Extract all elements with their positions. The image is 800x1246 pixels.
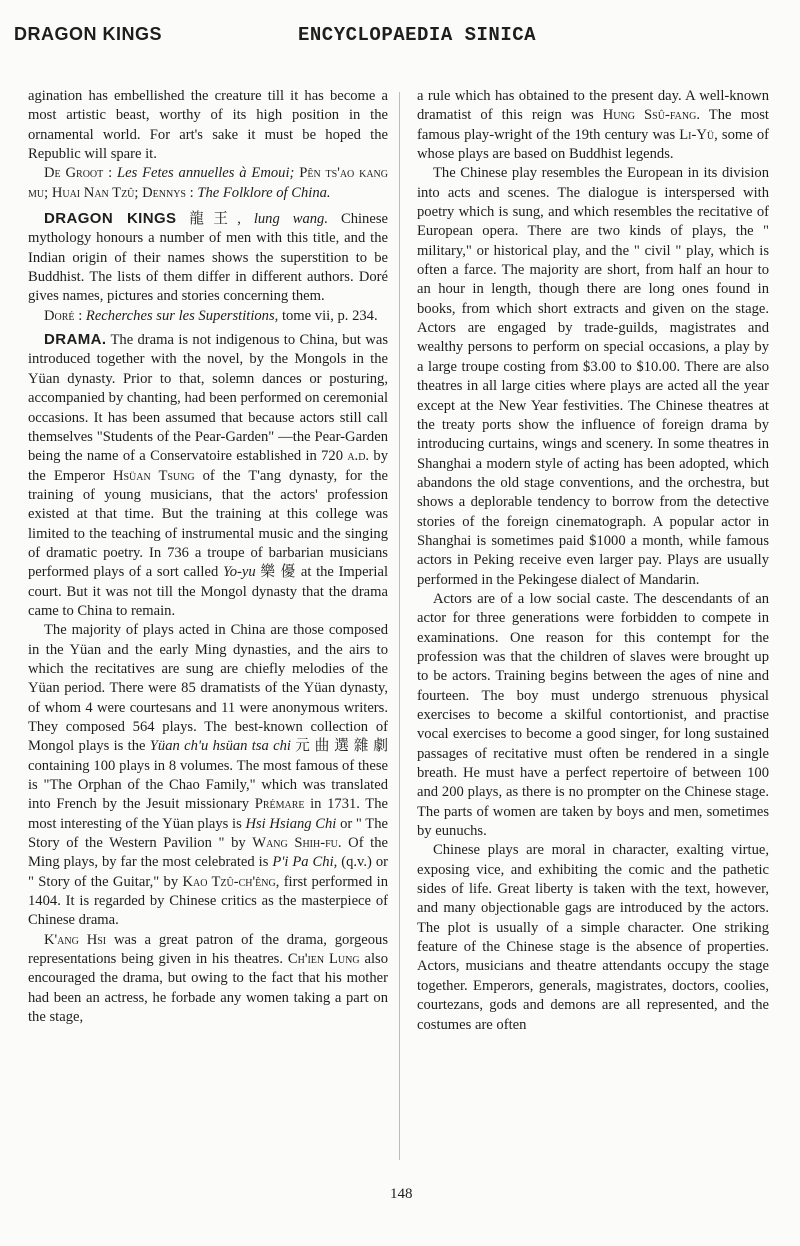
- ref-sep: :: [103, 165, 117, 182]
- drama-p2e: . Of the Ming plays, by far the most celebrated is: [28, 835, 388, 871]
- ref-work-3: Huai Nan Tzû: [51, 184, 135, 201]
- drama-pipa: P'i Pa Chi,: [272, 854, 338, 871]
- drama-p1b: by the Emperor: [28, 448, 388, 484]
- ref-author: De Groot: [44, 165, 104, 182]
- drama-p1c: of the T'ang dynasty, for the training of young musicians, that the actors' profession existed at that time. But the training at this college was limited to the teaching of instrumental music and the singing of dramatic poetry. In 736 a troupe of barbarian musicians performed plays of a sort called: [28, 467, 389, 581]
- r-p1a: a rule which has obtained to the present day. A well-known dramatist of this reign was: [417, 88, 769, 124]
- dk-ref-author: Doré: [44, 307, 75, 324]
- r-p1b: . The most famous play-wright of the 19th century was: [417, 107, 769, 143]
- right-paragraph-3: Actors are of a low social caste. The descendants of an actor for three generations were forbidden to compete in examinations. One reason for this contempt for the profession was that the children of slaves were brought up to be actors. Training begins between the ages of nine and fourteen. The boy must undergo strenuous physical exercises to become a skilful contortionist, and practise vocal exercises to become a good singer, for long sustained passages of recitative must often be rendered in a single breath. He must have a perfect repertoire of between 100 and 200 plays, as there is no prompter on the Chinese stage. The parts of women are taken by boys and men, sometimes by eunuchs.: [417, 590, 769, 840]
- running-header: [14, 14, 774, 48]
- drama-yuanchu: Yüan ch'u hsüan tsa chi: [149, 738, 291, 755]
- drama-yoyu-chars: 樂 優: [255, 564, 301, 581]
- dk-romanization: lung wang.: [253, 211, 329, 228]
- drama-p2a: The majority of plays acted in China are those composed in the Yüan and the early Ming dynasties, and the airs to which the recitatives are sung are chiefly melodies of the Yüan period. There were 85 dramatists of the Yüan dynasty, of whom 4 were courtesans and 11 were anonymous writers. They composed 564 plays. The best-known collection of Mongol plays is the: [28, 622, 388, 755]
- drama-p2f: (q.v.) or " Story of the Guitar," by: [28, 854, 388, 890]
- ref-sep-2: ;: [44, 184, 52, 201]
- page-number: 148: [390, 1186, 413, 1202]
- dk-text: Chinese mythology honours a number of men with this title, and the Indian origin of their names shows the superstition to be Buddhist. The lists of them differ in different authors. Doré gives names, pictures and stories concerning them.: [28, 211, 388, 305]
- right-paragraph-2: The Chinese play resembles the European in its division into acts and scenes. The dialogue is interspersed with poetry which is sung, and which resembles the recitative of European opera. There are two kinds of plays, the " military," or historical play, and the " civil " play, which is often a farce. The majority are short, from half an hour to an hour in length, though there are long ones found in books, from which short extracts and given on the stage. Actors are engaged by trade-guilds, magistrates and wealthy persons to perform on special occasions, a play by a large troupe costing from $3.00 to $10.00. There are also theatres in all large cities where plays are acted all the year except at the New Year festivities. The Chinese theatres at the treaty ports show the influence of foreign drama by introducing curtains, wings and scenery. In some theatres in Shanghai a modern style of acting has been adopted, which abandons the old stage conventions, and the orchestra, but shows a deplorable tendency to borrow from the detective stories of the foreign cinematograph. A popular actor in Shanghai is sometimes paid $1000 a month, while famous actors in Peking receive even larger pay. Plays are usually performed in the Pekingese dialect of Mandarin.: [417, 165, 769, 588]
- drama-yoyu: Yo-yu: [222, 564, 256, 581]
- drama-p1a: The drama is not indigenous to China, but was introduced together with the novel, by the Mongols in the Yüan dynasty. Prior to that, solemn dances or posturing, accompanied by chanting, had been performed on ceremonial occasions. It has been assumed that because actors still call themselves "Students of the Pear-Garden" —the Pear-Garden being the name of a Conservatoire established in 720: [28, 332, 388, 465]
- ref-work-2: Pên ts'ao kang mu: [28, 165, 388, 201]
- reference-dragon: [28, 164, 388, 203]
- drama-paragraph-2: [28, 621, 388, 931]
- drama-p3a: was a great patron of the drama, gorgeous representations being given in his theatres.: [28, 931, 388, 968]
- drama-hsuan: Hsüan Tsung: [112, 467, 195, 484]
- headword-drama: DRAMA.: [44, 331, 107, 349]
- paragraph-continuation: agination has embellished the creature till it has become a most artistic beast, worthy of its high position in the ornamental world. For art's sake it must be hoped the Republic will spare it.: [28, 88, 388, 163]
- drama-ad: a.d.: [347, 448, 370, 465]
- right-column: [417, 87, 769, 1035]
- ref-title: Les Fetes annuelles à Emoui;: [116, 165, 295, 182]
- dk-ref-title: Recherches sur les Superstitions,: [85, 307, 279, 324]
- drama-p2b: containing 100 plays in 8 volumes. The most famous of these is "The Orphan of the Chao Family," which was translated into French by the Jesuit missionary: [28, 757, 388, 813]
- right-paragraph-1: [417, 87, 769, 164]
- header-right: ENCYCLOPAEDIA SINICA: [298, 24, 537, 46]
- ref-title-2: The Folklore of China.: [197, 184, 331, 201]
- drama-p1d: at the Imperial court. But it was not till the Mongol dynasty that the drama came to China to remain.: [28, 564, 388, 619]
- drama-wang: Wang Shih-fu: [252, 835, 338, 852]
- dk-ref-rest: tome vii, p. 234.: [278, 307, 378, 324]
- drama-kao: Kao Tzû-ch'êng,: [182, 873, 280, 890]
- r-p1c: , some of whose plays are based on Buddhist legends.: [417, 126, 769, 163]
- r-liyu: Li-Yü: [679, 126, 715, 143]
- drama-p2d: or " The Story of the Western Pavilion " by: [28, 815, 388, 852]
- drama-yuanchu-chars: 元 曲 選 雜 劇: [290, 738, 388, 755]
- right-paragraph-4: Chinese plays are moral in character, exalting virtue, exposing vice, and exhibiting the comic and the pathetic sides of life. Great liberty is taken with the text, however, and many objectionable gags are introduced by the actors. The plot is usually of a simple character. One striking feature of the Chinese stage is the absence of properties. Actors, musicians and theatre attendants occupy the stage together. Emperors, generals, magistrates, doctors, coolies, courtezans, gods and demons are all represented, and the costumes are often: [417, 842, 769, 1033]
- r-hung: Hung Ssû-fang: [602, 107, 697, 124]
- entry-dragon-kings: [28, 209, 388, 307]
- drama-p2c: in 1731. The most interesting of the Yüan plays is: [28, 796, 388, 832]
- ref-sep-3: ;: [134, 184, 143, 201]
- dk-chars: 龍王,: [176, 211, 254, 228]
- entry-drama: [28, 330, 388, 621]
- drama-p2g: first performed in 1404. It is regarded by Chinese critics as the masterpiece of Chinese drama.: [28, 873, 388, 929]
- ref-sep-4: :: [185, 184, 198, 201]
- drama-premare: Prémare: [254, 796, 305, 813]
- drama-paragraph-3: [28, 931, 388, 1028]
- column-divider: [399, 92, 400, 1160]
- dk-ref-sep: :: [74, 307, 86, 324]
- drama-kang: K'ang Hsi: [44, 931, 107, 948]
- drama-chien: Ch'ien Lung: [287, 951, 360, 968]
- ref-author-2: Dennys: [142, 184, 186, 201]
- dk-reference: [28, 307, 388, 326]
- headword-dragon-kings: DRAGON KINGS: [44, 210, 177, 228]
- drama-p3b: also encouraged the drama, but owing to the fact that his mother had been an actress, he forbade any women taking a part on the stage,: [28, 951, 388, 1026]
- header-left: DRAGON KINGS: [14, 24, 163, 44]
- drama-hsi: Hsi Hsiang Chi: [245, 815, 337, 832]
- left-column: [28, 87, 388, 1028]
